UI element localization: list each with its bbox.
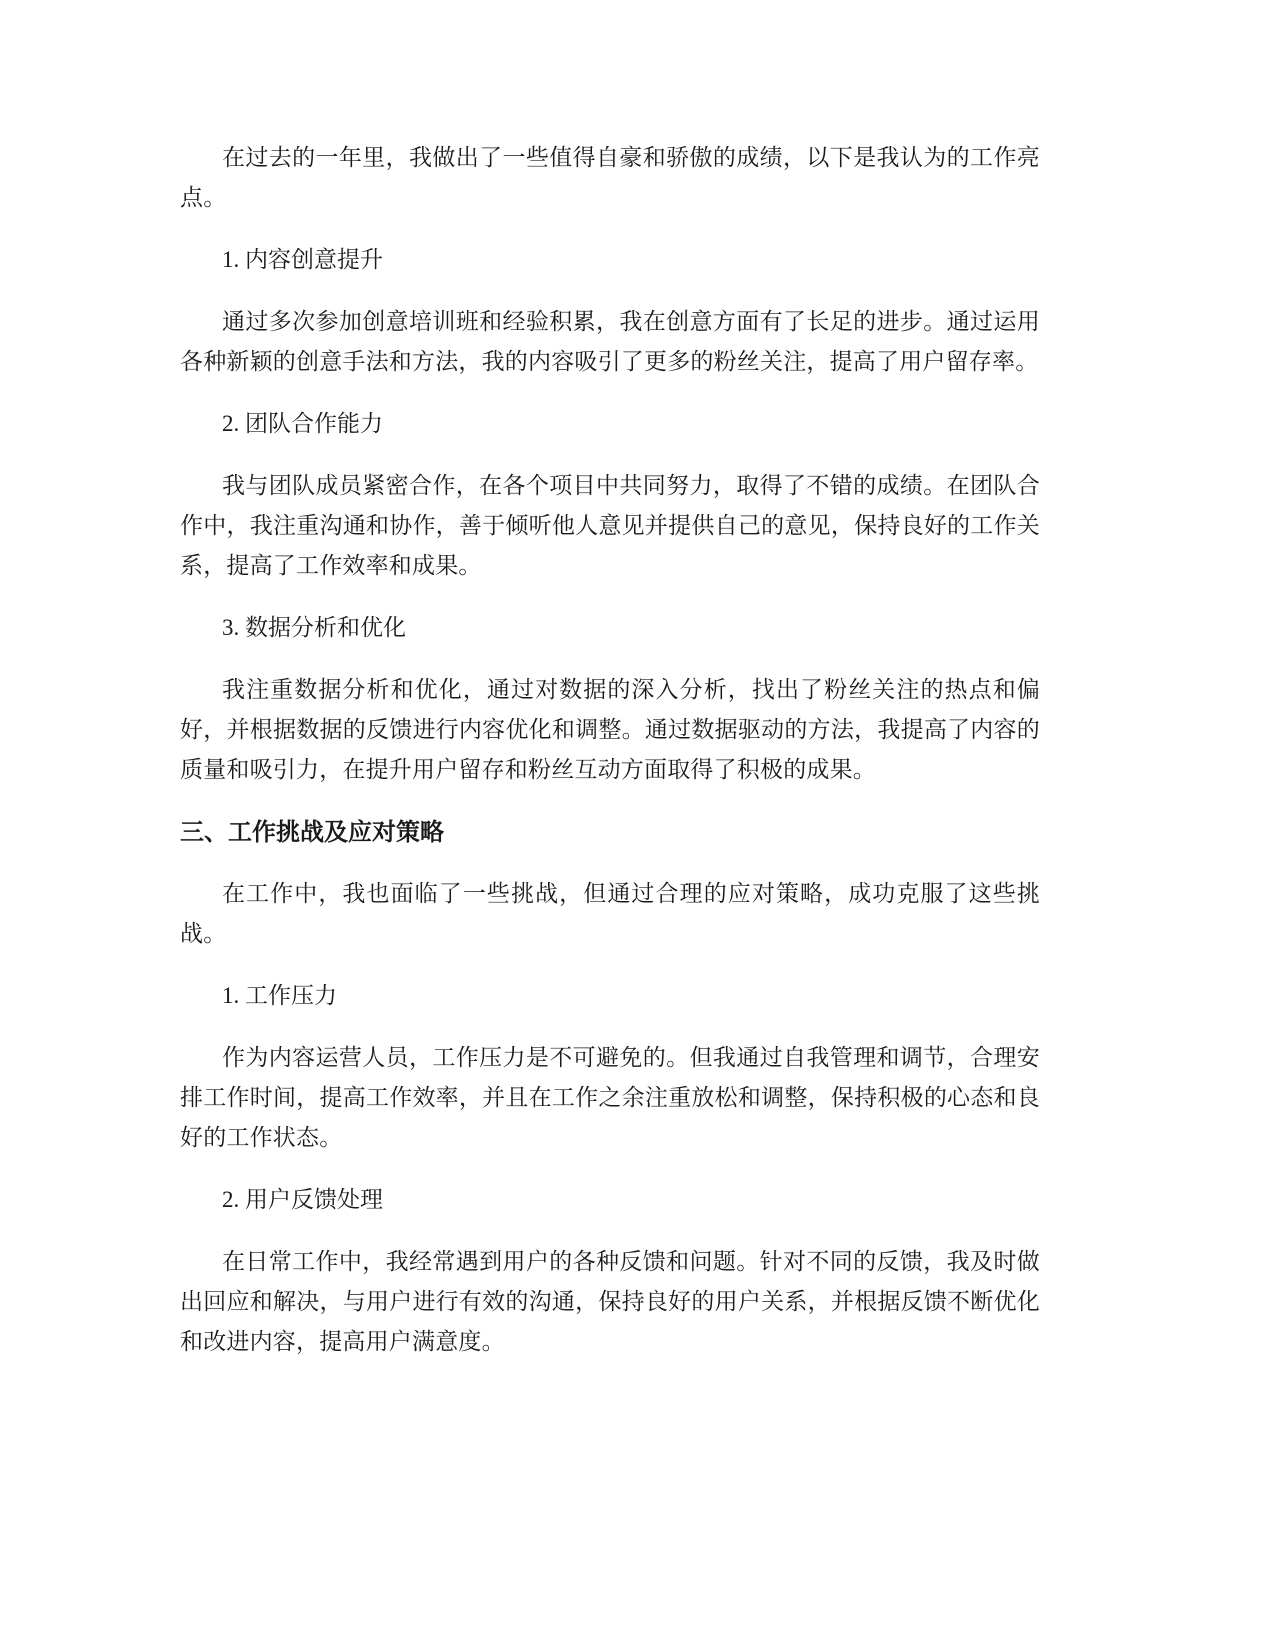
highlight-3-title: 3. 数据分析和优化 (222, 615, 406, 640)
section-3-heading: 三、工作挑战及应对策略 (180, 818, 444, 846)
highlight-1-body: 通过多次参加创意培训班和经验积累，我在创意方面有了长足的进步。通过运用各种新颖的创意手法和方法，我的内容吸引了更多的粉丝关注，提高了用户留存率。 (180, 309, 1040, 374)
intro-paragraph: 在过去的一年里，我做出了一些值得自豪和骄傲的成绩，以下是我认为的工作亮点。 (180, 145, 1040, 210)
highlight-3-body: 我注重数据分析和优化，通过对数据的深入分析，找出了粉丝关注的热点和偏好，并根据数据的反馈进行内容优化和调整。通过数据驱动的方法，我提高了内容的质量和吸引力，在提升用户留存和粉丝互动方面取得了积极的成果。 (180, 677, 1040, 782)
section-3-intro: 在工作中，我也面临了一些挑战，但通过合理的应对策略，成功克服了这些挑战。 (180, 881, 1040, 946)
highlight-2-body: 我与团队成员紧密合作，在各个项目中共同努力，取得了不错的成绩。在团队合作中，我注重沟通和协作，善于倾听他人意见并提供自己的意见，保持良好的工作关系，提高了工作效率和成果。 (180, 473, 1040, 578)
highlight-1-title: 1. 内容创意提升 (222, 247, 383, 272)
challenge-2-body: 在日常工作中，我经常遇到用户的各种反馈和问题。针对不同的反馈，我及时做出回应和解决，与用户进行有效的沟通，保持良好的用户关系，并根据反馈不断优化和改进内容，提高用户满意度。 (180, 1249, 1040, 1354)
document-page (180, 138, 1040, 1384)
challenge-1-body: 作为内容运营人员，工作压力是不可避免的。但我通过自我管理和调节，合理安排工作时间，提高工作效率，并且在工作之余注重放松和调整，保持积极的心态和良好的工作状态。 (180, 1045, 1040, 1150)
challenge-1-title: 1. 工作压力 (222, 983, 337, 1008)
highlight-2-title: 2. 团队合作能力 (222, 411, 383, 436)
challenge-2-title: 2. 用户反馈处理 (222, 1187, 383, 1212)
